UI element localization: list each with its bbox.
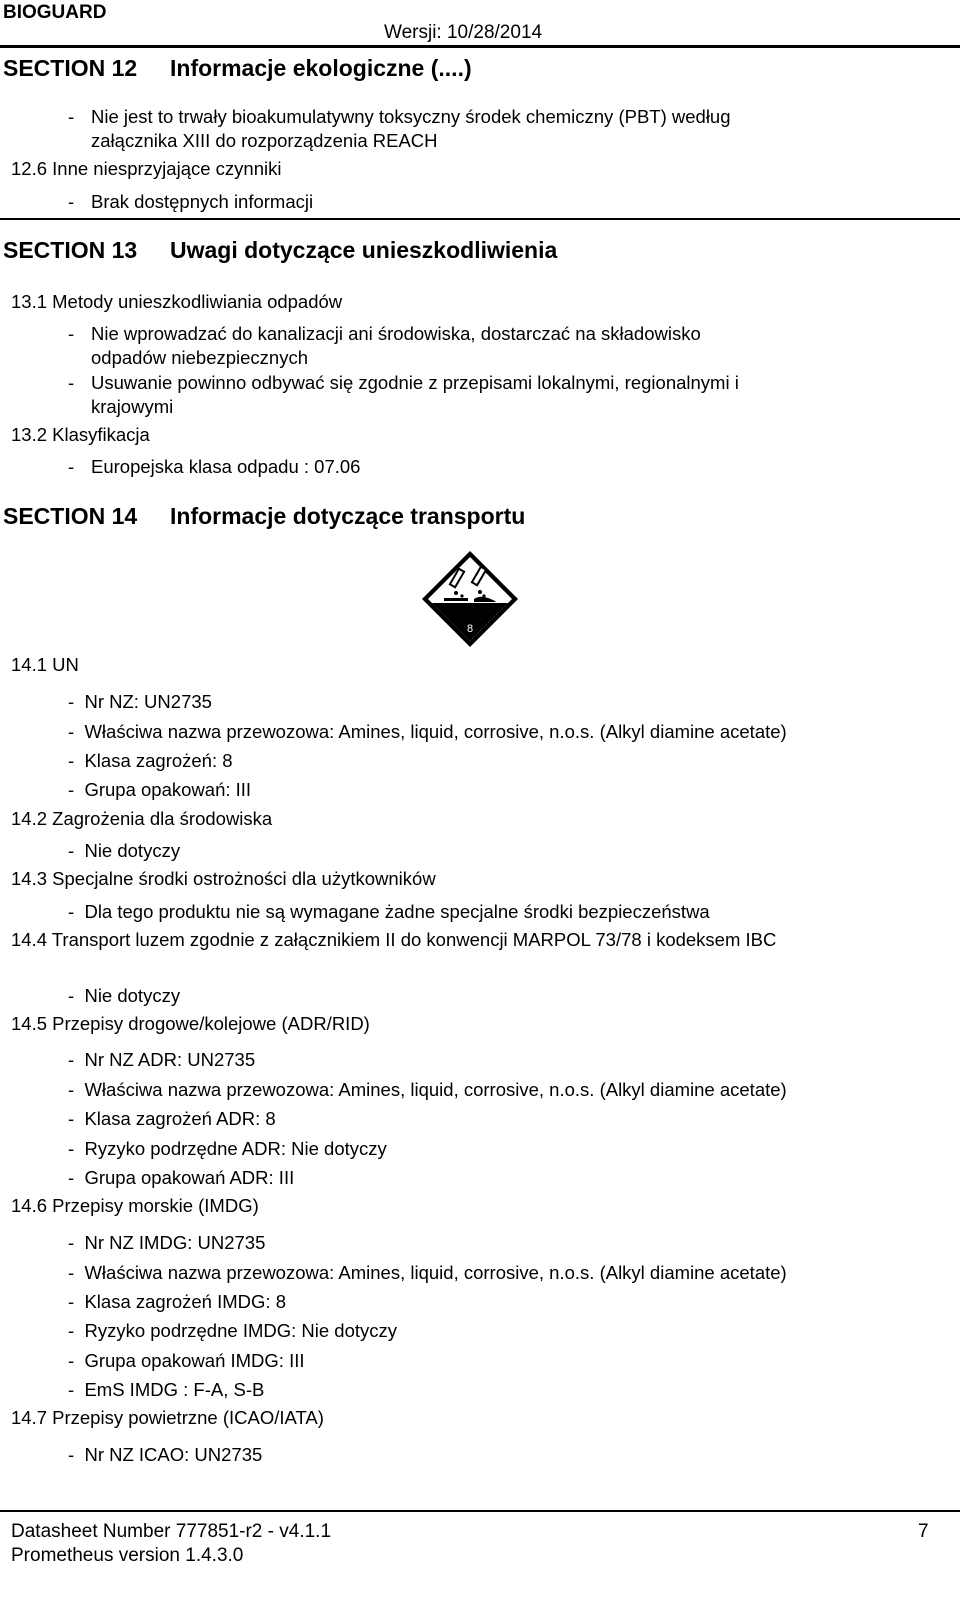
datasheet-number: Datasheet Number 777851-r2 - v4.1.1 [11, 1521, 332, 1542]
subsection-12-6: 12.6 Inne niesprzyjające czynniki [11, 158, 282, 179]
subsection-14-3: 14.3 Specjalne środki ostrożności dla użytkowników [11, 868, 436, 889]
subsection-14-7: 14.7 Przepisy powietrzne (ICAO/IATA) [11, 1407, 324, 1428]
subsection-13-1: 13.1 Metody unieszkodliwiania odpadów [11, 291, 343, 312]
list-item: - Właściwa nazwa przewozowa: Amines, liquid, corrosive, n.o.s. (Alkyl diamine acetate) [68, 1079, 787, 1100]
list-item: - Klasa zagrożeń: 8 [68, 750, 233, 771]
section-divider [0, 218, 960, 220]
subsection-14-4: 14.4 Transport luzem zgodnie z załącznikiem II do konwencji MARPOL 73/78 i kodeksem IBC [11, 929, 777, 950]
list-item: - Nr NZ IMDG: UN2735 [68, 1232, 266, 1253]
header-divider [0, 45, 960, 48]
list-item: - Grupa opakowań IMDG: III [68, 1350, 305, 1371]
subsection-14-6: 14.6 Przepisy morskie (IMDG) [11, 1195, 259, 1216]
list-item: - Nr NZ ICAO: UN2735 [68, 1444, 263, 1465]
version-date: Wersji: 10/28/2014 [384, 22, 543, 43]
bullet-dash: - [68, 456, 75, 477]
list-item: - Nie dotyczy [68, 985, 181, 1006]
subsection-13-2: 13.2 Klasyfikacja [11, 424, 150, 445]
list-item: - Ryzyko podrzędne ADR: Nie dotyczy [68, 1138, 387, 1159]
list-item: - Właściwa nazwa przewozowa: Amines, liquid, corrosive, n.o.s. (Alkyl diamine acetate) [68, 721, 787, 742]
brand-name: BIOGUARD [3, 2, 107, 23]
list-item: - Grupa opakowań ADR: III [68, 1167, 295, 1188]
prometheus-version: Prometheus version 1.4.3.0 [11, 1545, 244, 1566]
section-14-title: Informacje dotyczące transportu [170, 503, 526, 529]
section-13-number: SECTION 13 [3, 237, 138, 263]
section-13-title: Uwagi dotyczące unieszkodliwienia [170, 237, 558, 263]
list-item: - EmS IMDG : F-A, S-B [68, 1379, 265, 1400]
no-info-text: Brak dostępnych informacji [91, 191, 314, 212]
list-item: - Ryzyko podrzędne IMDG: Nie dotyczy [68, 1320, 398, 1341]
pbt-statement-line1: Nie jest to trwały bioakumulatywny toksyczny środek chemiczny (PBT) według [91, 106, 731, 127]
list-item: - Grupa opakowań: III [68, 779, 252, 800]
footer-divider [0, 1510, 960, 1512]
pbt-statement-line2: załącznika XIII do rozporządzenia REACH [91, 130, 438, 151]
bullet-dash: - [68, 191, 75, 212]
corrosive-class-8-icon [420, 549, 520, 649]
disposal-item-1-line1: Nie wprowadzać do kanalizacji ani środowiska, dostarczać na składowisko [91, 323, 701, 344]
list-item: - Nie dotyczy [68, 840, 181, 861]
disposal-item-2-line1: Usuwanie powinno odbywać się zgodnie z przepisami lokalnymi, regionalnymi i [91, 372, 739, 393]
bullet-dash: - [68, 106, 75, 127]
waste-class-text: Europejska klasa odpadu : 07.06 [91, 456, 361, 477]
page-number: 7 [918, 1521, 929, 1542]
list-item: - Nr NZ: UN2735 [68, 691, 212, 712]
disposal-item-2-line2: krajowymi [91, 396, 174, 417]
list-item: - Właściwa nazwa przewozowa: Amines, liquid, corrosive, n.o.s. (Alkyl diamine acetate) [68, 1262, 787, 1283]
subsection-14-2: 14.2 Zagrożenia dla środowiska [11, 808, 273, 829]
section-12-number: SECTION 12 [3, 55, 138, 81]
class-label: 8 [466, 623, 474, 635]
list-item: - Klasa zagrożeń IMDG: 8 [68, 1291, 286, 1312]
list-item: - Dla tego produktu nie są wymagane żadne specjalne środki bezpieczeństwa [68, 901, 710, 922]
list-item: - Nr NZ ADR: UN2735 [68, 1049, 256, 1070]
bullet-dash: - [68, 372, 75, 393]
list-item: - Klasa zagrożeń ADR: 8 [68, 1108, 276, 1129]
disposal-item-1-line2: odpadów niebezpiecznych [91, 347, 309, 368]
subsection-14-1: 14.1 UN [11, 654, 79, 675]
subsection-14-5: 14.5 Przepisy drogowe/kolejowe (ADR/RID) [11, 1013, 370, 1034]
section-14-number: SECTION 14 [3, 503, 138, 529]
bullet-dash: - [68, 323, 75, 344]
section-12-title: Informacje ekologiczne (....) [170, 55, 472, 81]
